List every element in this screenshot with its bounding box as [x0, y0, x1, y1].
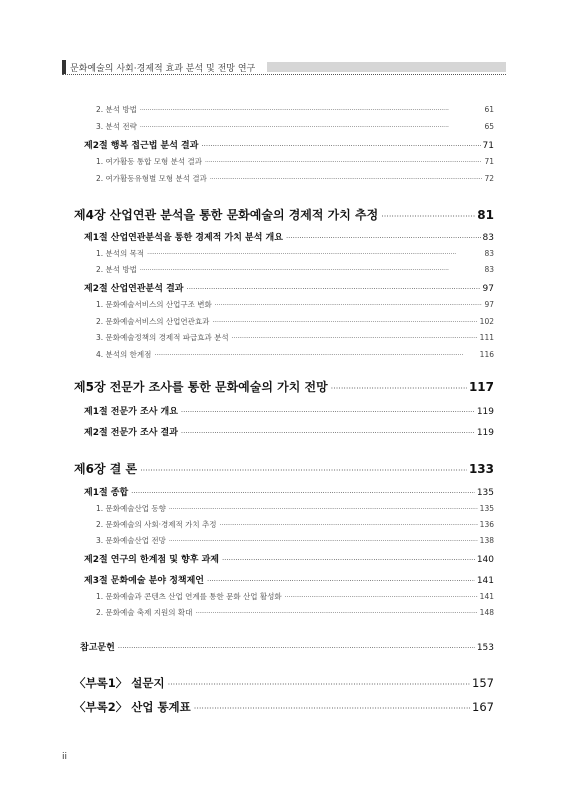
leader-dots [212, 319, 477, 326]
leader-dots [381, 212, 475, 221]
toc-references[interactable] [80, 640, 494, 652]
toc-label: 2. 문화예술 축제 지원의 확대 [96, 608, 193, 617]
toc-section[interactable] [84, 404, 494, 416]
toc-item[interactable] [96, 535, 494, 545]
leader-dots [147, 251, 482, 258]
toc-label: 1. 분석의 목적 [96, 249, 145, 258]
toc-item[interactable] [96, 607, 494, 617]
leader-dots [232, 335, 478, 342]
toc-label: 1. 문화예술서비스의 산업구조 변화 [96, 300, 212, 309]
toc-appendix[interactable] [74, 675, 494, 691]
toc-page: 119 [476, 428, 494, 438]
toc-item[interactable] [96, 173, 494, 183]
toc-section[interactable] [84, 425, 494, 437]
toc-section[interactable] [84, 230, 494, 242]
leader-dots [285, 594, 478, 601]
toc-page: 119 [476, 407, 494, 417]
leader-dots [140, 107, 483, 114]
toc-page: 111 [479, 333, 494, 342]
leader-dots [210, 176, 483, 183]
header-bar [62, 60, 66, 74]
leader-dots [169, 506, 478, 513]
page-number: ii [62, 752, 68, 762]
toc-label: 제2절 전문가 조사 결과 [84, 428, 178, 438]
leader-dots [222, 556, 475, 564]
toc-label: 3. 문화예술산업 전망 [96, 536, 166, 545]
toc-label: 2. 여가활동유형별 모형 분석 결과 [96, 174, 207, 183]
toc-item[interactable] [96, 264, 494, 274]
toc-page: 72 [484, 174, 494, 183]
toc-page: 157 [472, 676, 494, 690]
toc-label: 제1절 산업연관분석을 통한 경제적 가치 분석 개요 [84, 233, 283, 243]
running-header [62, 60, 506, 75]
toc-page: 136 [479, 520, 494, 529]
toc-page: 140 [476, 555, 494, 565]
toc-label: 2. 분석 방법 [96, 105, 137, 114]
toc-label: 〈부록1〉 설문지 [74, 676, 165, 690]
toc-label: 제6장 결 론 [74, 462, 138, 476]
toc-item[interactable] [96, 248, 494, 258]
toc-label: 제1절 전문가 조사 개요 [84, 407, 178, 417]
toc-page: 102 [479, 317, 494, 326]
toc-section[interactable] [84, 573, 494, 585]
leader-dots [169, 538, 478, 545]
leader-dots [181, 408, 475, 416]
toc-page: 135 [476, 488, 494, 498]
toc-label: 참고문헌 [80, 643, 115, 653]
toc-page: 65 [484, 122, 494, 131]
toc-section[interactable] [84, 552, 494, 564]
toc-page: 83 [482, 233, 494, 243]
leader-dots [131, 489, 475, 497]
toc-label: 제4장 산업연관 분석을 통한 문화예술의 경제적 가치 추정 [74, 208, 379, 222]
toc-page: 135 [479, 504, 494, 513]
toc-label: 2. 문화예술의 사회·경제적 가치 추정 [96, 520, 217, 529]
toc-section[interactable] [84, 281, 494, 293]
toc-label: 제5장 전문가 조사를 통한 문화예술의 가치 전망 [74, 380, 328, 394]
toc-chapter[interactable] [74, 206, 494, 222]
leader-dots [118, 644, 475, 652]
toc-page: 138 [479, 536, 494, 545]
toc-item[interactable] [96, 121, 494, 131]
toc-page: 97 [484, 300, 494, 309]
toc-label: 2. 문화예술서비스의 산업연관효과 [96, 317, 210, 326]
toc-page: 117 [468, 380, 494, 394]
toc-item[interactable] [96, 104, 494, 114]
leader-dots [181, 429, 475, 437]
leader-dots [154, 352, 477, 359]
leader-dots [168, 680, 470, 689]
toc-page: 97 [482, 284, 494, 294]
toc-item[interactable] [96, 332, 494, 342]
header-title: 문화예술의 사회·경제적 효과 분석 및 전망 연구 [70, 61, 259, 74]
toc-page: 133 [468, 462, 494, 476]
toc-label: 〈부록2〉 산업 통계표 [74, 700, 191, 714]
toc-chapter[interactable] [74, 460, 494, 476]
toc-page: 83 [484, 249, 494, 258]
leader-dots [201, 142, 480, 150]
toc-item[interactable] [96, 316, 494, 326]
toc-label: 제2절 행복 접근법 분석 결과 [84, 141, 199, 151]
toc-label: 4. 분석의 한계점 [96, 350, 152, 359]
toc-item[interactable] [96, 519, 494, 529]
leader-dots [195, 610, 477, 617]
toc-label: 제2절 산업연관분석 결과 [84, 284, 184, 294]
toc-page: 83 [484, 265, 494, 274]
leader-dots [194, 704, 470, 713]
toc-label: 3. 문화예술정책의 경제적 파급효과 분석 [96, 333, 229, 342]
leader-dots [215, 302, 483, 309]
toc-item[interactable] [96, 591, 494, 601]
toc-page: 141 [479, 592, 494, 601]
toc-label: 제3절 문화예술 분야 정책제언 [84, 576, 204, 586]
toc-label: 1. 문화예술과 콘텐츠 산업 연계를 통한 문화 산업 활성화 [96, 592, 282, 601]
toc-section[interactable] [84, 138, 494, 150]
toc-page: 153 [476, 643, 494, 653]
toc-page: 61 [484, 105, 494, 114]
leader-dots [140, 124, 483, 131]
toc-page: 148 [479, 608, 494, 617]
toc-label: 제2절 연구의 한계점 및 향후 과제 [84, 555, 219, 565]
toc-label: 제1절 종합 [84, 488, 129, 498]
toc-page: 116 [479, 350, 494, 359]
leader-dots [186, 285, 480, 293]
toc-chapter[interactable] [74, 378, 494, 394]
toc-item[interactable] [96, 299, 494, 309]
toc-page: 81 [477, 208, 494, 222]
toc-label: 2. 분석 방법 [96, 265, 137, 274]
toc-page: 71 [482, 141, 494, 151]
leader-dots [205, 159, 482, 166]
toc-item[interactable] [96, 349, 494, 359]
toc-page: 141 [476, 576, 494, 586]
toc-appendix[interactable] [74, 699, 494, 715]
leader-dots [140, 267, 483, 274]
leader-dots [207, 577, 475, 585]
toc-label: 3. 분석 전략 [96, 122, 137, 131]
leader-dots [331, 384, 467, 393]
toc-section[interactable] [84, 485, 494, 497]
leader-dots [220, 522, 478, 529]
toc-item[interactable] [96, 156, 494, 166]
header-shade [267, 62, 506, 72]
toc-item[interactable] [96, 503, 494, 513]
toc-label: 1. 문화예술산업 동향 [96, 504, 166, 513]
leader-dots [286, 234, 481, 242]
toc-label: 1. 여가활동 통합 모형 분석 결과 [96, 157, 203, 166]
toc-page: 71 [484, 157, 494, 166]
leader-dots [140, 466, 467, 475]
toc-page: 167 [472, 700, 494, 714]
